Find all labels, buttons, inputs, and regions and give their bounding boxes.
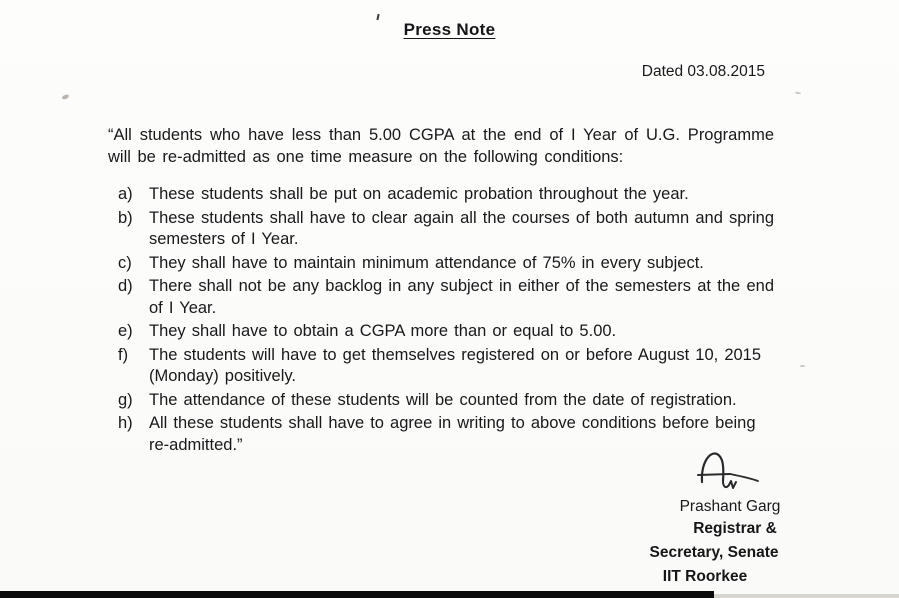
scan-speck — [795, 92, 801, 95]
signatory-title: Registrar & — [693, 520, 777, 537]
signature-block — [600, 448, 800, 592]
list-marker: h) — [118, 414, 133, 432]
signature-icon — [696, 448, 760, 496]
document-title: Press Note — [403, 20, 496, 39]
scan-speck — [62, 94, 70, 100]
list-text: They shall have to maintain minimum attendance of 75% in every subject. — [149, 253, 704, 272]
list-text: The attendance of these students will be counted from the date of registration. — [149, 390, 737, 409]
intro-paragraph: “All students who have less than 5.00 CGPA at the end of I Year of U.G. Programme will be re-admitted as one time measure on the following conditions: — [108, 126, 774, 166]
list-item — [118, 321, 774, 343]
list-text: They shall have to obtain a CGPA more than or equal to 5.00. — [149, 322, 617, 340]
scan-artifact-bar-light — [714, 594, 899, 598]
list-text: The students will have to get themselves registered on or before August 10, 2015 (Monday) positively. — [149, 345, 762, 385]
list-marker: f) — [118, 345, 129, 364]
list-marker: b) — [118, 208, 133, 227]
list-item — [118, 345, 774, 388]
scan-artifact-bar — [0, 591, 714, 598]
list-marker: g) — [118, 390, 133, 409]
list-text: All these students shall have to agree in writing to above conditions before being re-admitted.” — [149, 414, 756, 454]
signatory-org: IIT Roorkee — [662, 568, 748, 585]
list-marker: d) — [118, 277, 133, 295]
signatory-name: Prashant Garg — [679, 498, 781, 515]
list-marker: a) — [118, 185, 133, 203]
scan-speck — [800, 365, 805, 367]
list-item — [118, 276, 774, 319]
list-item — [118, 390, 774, 412]
list-item — [118, 208, 774, 251]
list-item — [118, 184, 774, 206]
list-text: There shall not be any backlog in any subject in either of the semesters at the end of I Year. — [149, 277, 774, 317]
date-line: Dated 03.08.2015 — [641, 63, 765, 80]
list-text: These students shall have to clear again all the courses of both autumn and spring semesters of I Year. — [149, 208, 774, 248]
signatory-title: Secretary, Senate — [649, 544, 779, 561]
conditions-list — [118, 184, 774, 458]
list-item — [118, 253, 774, 275]
list-marker: c) — [118, 253, 132, 272]
list-marker: e) — [118, 322, 133, 340]
list-text: These students shall be put on academic probation throughout the year. — [149, 185, 689, 203]
